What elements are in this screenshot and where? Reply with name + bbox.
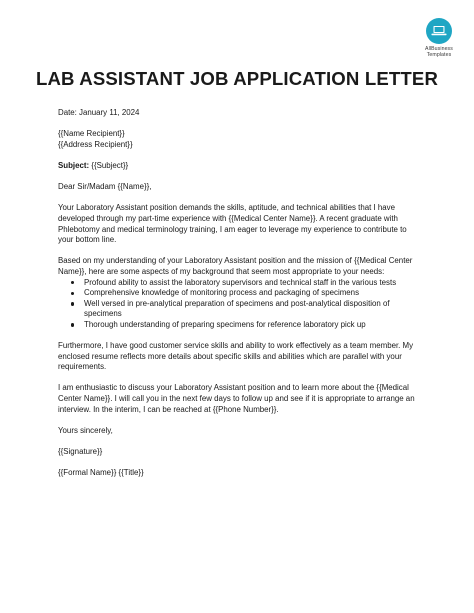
list-item-continuation: specimens [84,309,122,319]
list-item: Profound ability to assist the laboratory supervisors and technical staff in the various tests [58,278,428,289]
paragraph-skills [58,341,428,373]
logo-line2: Templates [426,52,452,58]
paragraph-line: requirements. [58,362,107,372]
bullet-icon [71,281,74,284]
paragraph-line: Based on my understanding of your Laboratory Assistant position and the mission of {{Medical Center [58,256,413,266]
paragraph-line: Your Laboratory Assistant position demands the skills, aptitude, and technical abilities that I have [58,203,396,213]
document-title: LAB ASSISTANT JOB APPLICATION LETTER [35,68,439,89]
subject-value: {{Subject}} [89,160,129,170]
subject-label: Subject: [58,160,90,170]
paragraph-line: Phlebotomy and medical terminology training, I am eager to leverage my experience to contribute to [58,224,407,234]
bullet-icon [71,302,74,305]
list-item: Well versed in pre-analytical preparation of specimens and post-analytical disposition of specimens [58,299,428,320]
paragraph-background [58,256,428,277]
logo-line1: AllBusiness [425,46,453,52]
paragraph-line: Name}}, here are some aspects of my background that seem most appropriate to your needs: [58,266,385,276]
paragraph-intro [58,203,428,245]
logo-badge [426,18,452,44]
logo-text [419,46,459,58]
list-item: Comprehensive knowledge of monitoring process and packaging of specimens [58,288,428,299]
signoff-name-title: {{Formal Name}} {{Title}} [58,468,144,478]
signature-placeholder: {{Signature}} [58,447,103,456]
closing-line: Yours sincerely, [58,425,113,435]
recipient-address: {{Address Recipient}} [58,139,133,149]
paragraph-line: enclosed resume reflects more details about specific skills and abilities which are parallel with your [58,351,402,361]
salutation: Dear Sir/Madam {{Name}}, [58,182,152,192]
letter-body [58,108,428,479]
brand-logo[interactable] [419,18,459,58]
paragraph-line: interview. In the interim, I can be reached at {{Phone Number}}. [58,404,279,414]
laptop-icon [431,25,447,37]
list-item: Thorough understanding of preparing specimens for reference laboratory pick up [58,320,428,331]
paragraph-line: Furthermore, I have good customer service skills and ability to work effectively as a team member. My [58,341,414,351]
paragraph-line: developed through my part-time experience with {{Medical Center Name}}. A recent graduate with [58,213,398,223]
paragraph-line: Center Name}}. I will call you in the next few days to follow up and see if it is appropriate to arrange an [58,394,415,404]
paragraph-line: I am enthusiastic to discuss your Laboratory Assistant position and to learn more about the {{Medical [58,383,409,393]
subject-line [58,161,428,172]
paragraph-closing [58,383,428,415]
bullet-icon [71,292,74,295]
qualifications-list [58,278,428,331]
bullet-icon [71,323,74,326]
recipient-name: {{Name Recipient}} [58,129,125,139]
letter-date: Date: January 11, 2024 [58,108,140,117]
paragraph-line: your bottom line. [58,235,117,245]
